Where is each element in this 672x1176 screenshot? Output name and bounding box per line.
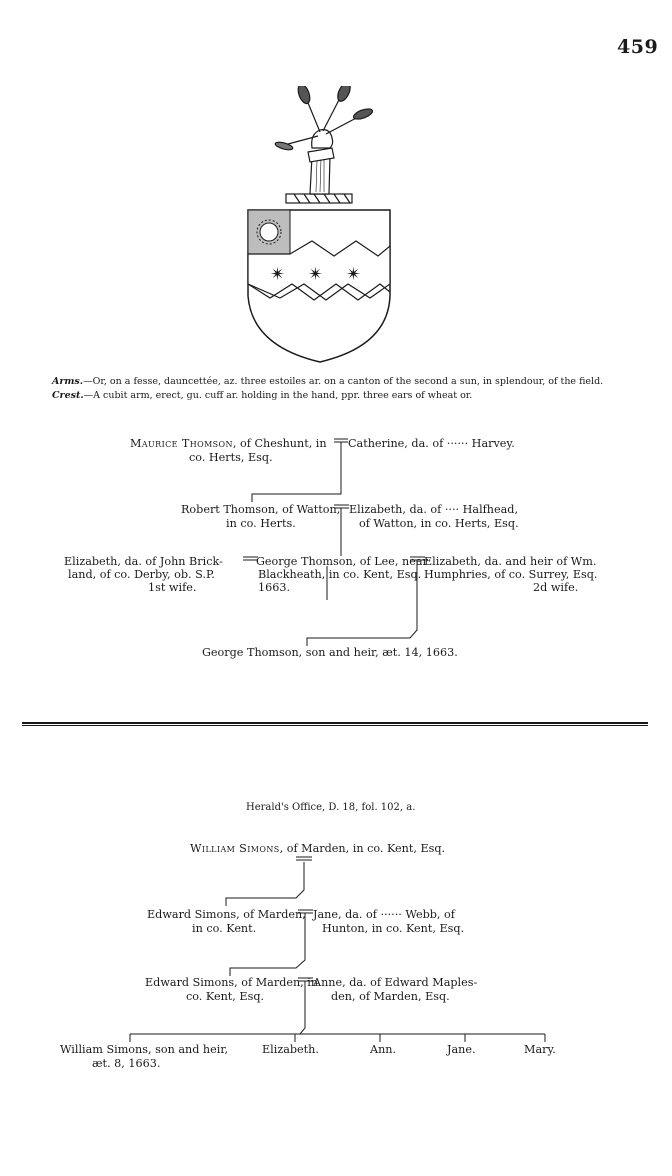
- edward-simons-2-line1: Edward Simons, of Marden, in: [145, 976, 319, 989]
- elizabeth-brickland-line2: land, of co. Derby, ob. S.P.: [68, 568, 215, 581]
- elizabeth-humphries-line3: 2d wife.: [533, 581, 579, 594]
- svg-text:✴: ✴: [308, 264, 324, 285]
- child-william-line2: æt. 8, 1663.: [92, 1057, 161, 1070]
- descent-line-edward1: [226, 862, 304, 906]
- george-thomson-son: George Thomson, son and heir, æt. 14, 1663.: [202, 646, 458, 659]
- maurice-thomson-rest: , of Cheshunt, in: [232, 437, 327, 450]
- edward-simons-1-line2: in co. Kent.: [192, 922, 257, 935]
- child-elizabeth: Elizabeth.: [262, 1043, 319, 1056]
- crest-label: Crest.: [52, 390, 84, 401]
- robert-thomson-line2: in co. Herts.: [226, 517, 296, 530]
- george-thomson-lee-line3: 1663.: [258, 581, 291, 594]
- maurice-thomson-name: Maurice Thomson: [130, 437, 233, 450]
- anne-maplesden-line1: Anne, da. of Edward Maples-: [313, 976, 478, 989]
- elizabeth-brickland-line1: Elizabeth, da. of John Brick-: [64, 555, 223, 568]
- anne-maplesden-line2: den, of Marden, Esq.: [331, 990, 450, 1003]
- robert-thomson-line1: Robert Thomson, of Watton,: [181, 503, 341, 516]
- william-simons-rest: , of Marden, in co. Kent, Esq.: [279, 842, 446, 855]
- elizabeth-halfhead-line2: of Watton, in co. Herts, Esq.: [359, 517, 519, 530]
- descent-line-edward2: [230, 913, 305, 976]
- jane-webb-line2: Hunton, in co. Kent, Esq.: [322, 922, 465, 935]
- crest-text: —A cubit arm, erect, gu. cuff ar. holding in the hand, ppr. three ears of wheat or.: [83, 390, 473, 401]
- heralds-office-text: Herald's Office, D. 18, fol. 102, a.: [246, 802, 416, 813]
- svg-text:✴: ✴: [346, 264, 362, 285]
- child-ann: Ann.: [370, 1043, 397, 1056]
- descent-line-children: [300, 981, 305, 1034]
- maurice-thomson-line2: co. Herts, Esq.: [189, 451, 273, 464]
- edward-simons-1-line1: Edward Simons, of Marden,: [147, 908, 306, 921]
- william-simons-name: William Simons: [190, 842, 280, 855]
- arms-text: —Or, on a fesse, dauncettée, az. three estoiles ar. on a canton of the second a sun, in splendour, of the field.: [83, 376, 604, 387]
- descent-line-george-son: [307, 560, 417, 646]
- descent-line-robert: [252, 442, 341, 502]
- svg-text:✴: ✴: [270, 264, 286, 285]
- elizabeth-humphries-line2: Humphries, of co. Surrey, Esq.: [424, 568, 598, 581]
- page-number: 459: [617, 36, 659, 58]
- child-william-line1: William Simons, son and heir,: [60, 1043, 229, 1056]
- child-jane: Jane.: [447, 1043, 476, 1056]
- elizabeth-halfhead-line1: Elizabeth, da. of ···· Halfhead,: [349, 503, 518, 516]
- child-mary: Mary.: [524, 1043, 556, 1056]
- jane-webb-line1: Jane, da. of ······ Webb, of: [313, 908, 455, 921]
- george-thomson-lee-line2: Blackheath, in co. Kent, Esq.: [258, 568, 422, 581]
- edward-simons-2-line2: co. Kent, Esq.: [186, 990, 265, 1003]
- george-thomson-lee-line1: George Thomson, of Lee, near: [256, 555, 428, 568]
- elizabeth-humphries-line1: Elizabeth, da. and heir of Wm.: [424, 555, 597, 568]
- arms-label: Arms.: [52, 376, 84, 387]
- elizabeth-brickland-line3: 1st wife.: [148, 581, 197, 594]
- catherine-harvey: Catherine, da. of ······ Harvey.: [348, 437, 515, 450]
